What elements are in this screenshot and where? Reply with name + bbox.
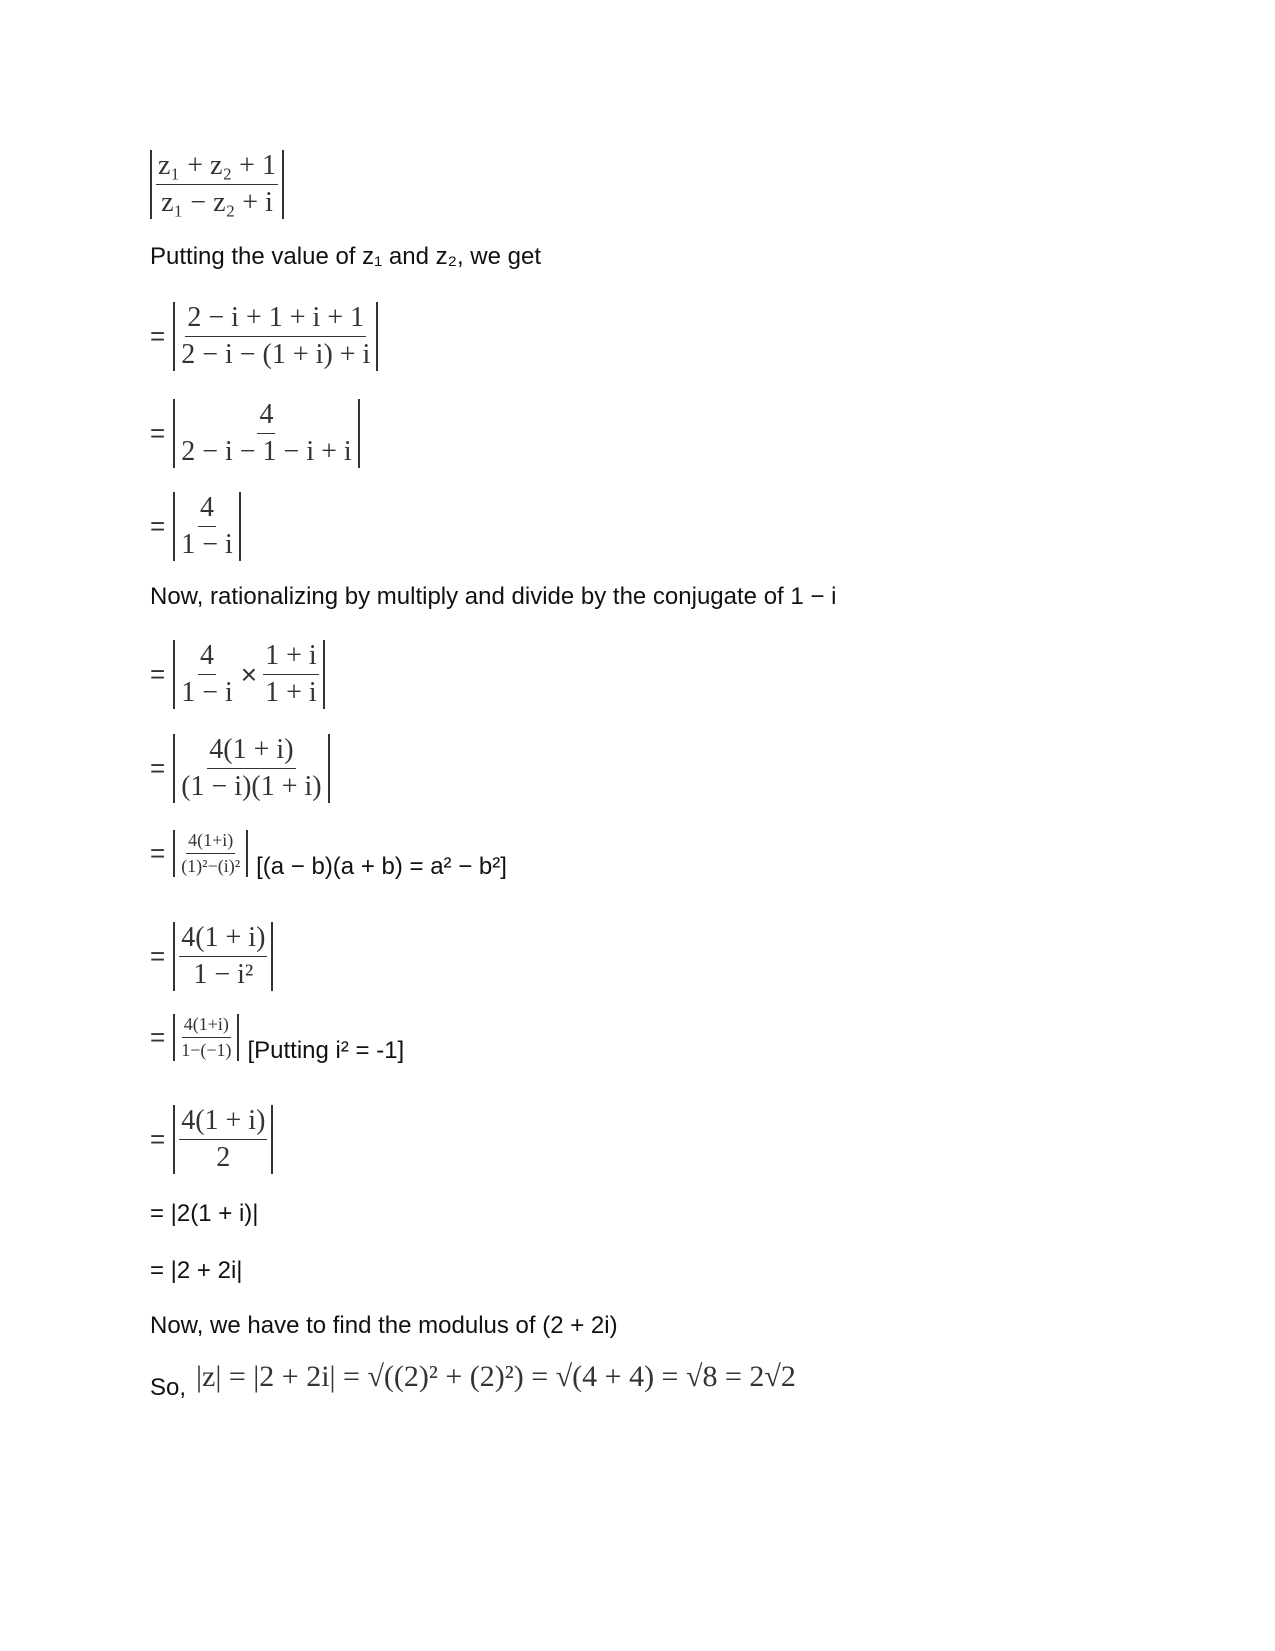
numerator: 4 xyxy=(257,399,275,434)
step-11: = |2 + 2i| xyxy=(150,1257,243,1284)
equals-sign: = xyxy=(150,418,166,448)
absolute-value xyxy=(173,640,325,709)
step-7 xyxy=(150,922,273,991)
denominator: z₁ − z₂ + i xyxy=(161,187,273,218)
step-9 xyxy=(150,1105,273,1174)
denominator: (1 − i)(1 + i) xyxy=(181,771,322,802)
denominator: 2 xyxy=(216,1142,231,1173)
numerator: 4(1+i) xyxy=(182,1014,231,1038)
step-5 xyxy=(150,734,330,803)
absolute-value xyxy=(173,1105,273,1174)
equals-sign: = xyxy=(150,321,166,351)
numerator: 4(1 + i) xyxy=(179,1105,267,1140)
fraction xyxy=(179,734,323,803)
times-sign: × xyxy=(240,658,258,690)
numerator: 4(1 + i) xyxy=(179,922,267,957)
numerator: z₁ + z₂ + 1 xyxy=(156,150,278,185)
numerator: 2 − i + 1 + i + 1 xyxy=(185,302,366,337)
absolute-value xyxy=(173,492,241,561)
equals-sign: = xyxy=(150,753,166,783)
intro-text: Putting the value of z₁ and z₂, we get xyxy=(150,243,541,270)
fraction xyxy=(179,640,235,709)
numerator: 4 xyxy=(198,640,216,675)
equals-sign: = xyxy=(150,1022,166,1052)
absolute-value xyxy=(173,1014,239,1061)
equals-sign: = xyxy=(150,838,166,868)
denominator: 1 − i² xyxy=(193,959,254,990)
step-6 xyxy=(150,830,507,880)
numerator: 4(1+i) xyxy=(186,830,235,854)
step-8 xyxy=(150,1014,405,1064)
fraction xyxy=(179,1014,233,1061)
identity-note: [(a − b)(a + b) = a² − b²] xyxy=(256,853,507,880)
equals-sign: = xyxy=(150,941,166,971)
step-10: = |2(1 + i)| xyxy=(150,1200,259,1227)
fraction xyxy=(179,1105,267,1174)
equals-sign: = xyxy=(150,1124,166,1154)
expression-start xyxy=(150,150,284,219)
final-result xyxy=(150,1360,796,1402)
denominator: 2 − i − 1 − i + i xyxy=(181,436,352,467)
fraction xyxy=(179,399,354,468)
denominator: 2 − i − (1 + i) + i xyxy=(181,339,371,370)
fraction xyxy=(179,830,242,877)
absolute-value xyxy=(173,302,378,371)
step-1 xyxy=(150,302,378,371)
equals-sign: = xyxy=(150,659,166,689)
numerator: 4 xyxy=(198,492,216,527)
denominator: (1)²−(i)² xyxy=(181,856,241,876)
numerator: 1 + i xyxy=(263,640,319,675)
fraction xyxy=(263,640,319,709)
denominator: 1 + i xyxy=(265,677,317,708)
numerator: 4(1 + i) xyxy=(207,734,295,769)
denominator: 1−(−1) xyxy=(181,1040,232,1060)
fraction xyxy=(179,302,372,371)
final-expression: |z| = |2 + 2i| = √((2)² + (2)²) = √(4 + 4) = √8 = 2√2 xyxy=(196,1360,796,1393)
absolute-value xyxy=(173,734,329,803)
absolute-value xyxy=(150,150,284,219)
absolute-value xyxy=(173,399,360,468)
absolute-value xyxy=(173,922,273,991)
denominator: 1 − i xyxy=(181,529,233,560)
fraction xyxy=(179,492,235,561)
absolute-value xyxy=(173,830,248,877)
substitution-note: [Putting i² = -1] xyxy=(247,1037,405,1064)
fraction xyxy=(179,922,267,991)
denominator: 1 − i xyxy=(181,677,233,708)
final-prefix: So, xyxy=(150,1374,187,1401)
modulus-text: Now, we have to find the modulus of (2 + 2i) xyxy=(150,1312,618,1339)
fraction xyxy=(156,150,278,219)
step-2 xyxy=(150,399,360,468)
equals-sign: = xyxy=(150,511,166,541)
step-3 xyxy=(150,492,241,561)
rationalize-text: Now, rationalizing by multiply and divide by the conjugate of 1 − i xyxy=(150,583,837,610)
step-4 xyxy=(150,640,325,709)
